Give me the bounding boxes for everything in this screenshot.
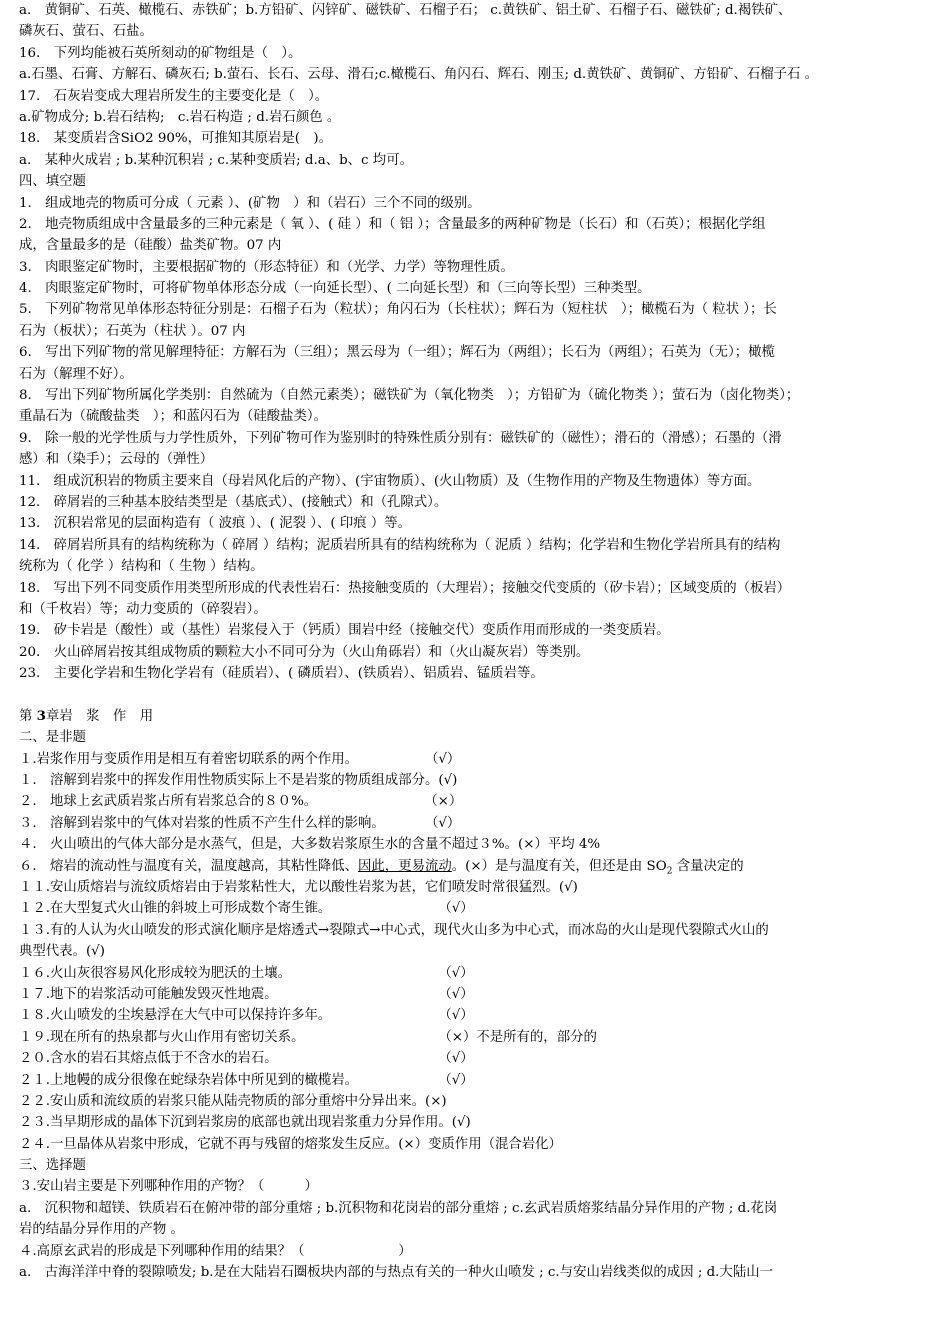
text-line: 12. 碎屑岩的三种基本胶结类型是（基底式）、(接触式）和（孔隙式）。 <box>19 494 448 510</box>
text-line: 13. 沉积岩常见的层面构造有（ 波痕 ）、( 泥裂 ）、( 印痕 ）等。 <box>19 516 412 532</box>
text-line: ２１.上地幔的成分很像在蛇绿杂岩体中所见到的橄榄岩。 （√） <box>19 1072 474 1088</box>
text-line: ２４.一旦晶体从岩浆中形成，它就不再与残留的熔浆发生反应。(×）变质作用（混合岩化） <box>19 1136 562 1152</box>
text-line: ２０.含水的岩石其熔点低于不含水的岩石。 （√） <box>19 1051 474 1067</box>
text-line: ３. 溶解到岩浆中的气体对岩浆的性质不产生什么样的影响。 （√） <box>19 815 461 831</box>
chapter-prefix: 第 <box>19 708 37 724</box>
text-line: ２. 地球上玄武质岩浆占所有岩浆总合的８０%。 （×） <box>19 794 463 810</box>
blank-line <box>19 685 935 706</box>
text-line: 8. 写出下列矿物所属化学类别：自然硫为（自然元素类）；磁铁矿为（氧化物类 ）；方铅矿为（硫化物类 ）；萤石为（卤化物类）； <box>19 388 800 404</box>
text-line: a. 某种火成岩 ; b.某种沉积岩 ; c.某种变质岩; d.a、b、c 均可。 <box>19 152 413 168</box>
text-line: １６.火山灰很容易风化形成较为肥沃的土壤。 （√） <box>19 965 474 981</box>
text-line: １. 溶解到岩浆中的挥发作用性物质实际上不是岩浆的物质组成部分。(√) <box>19 773 458 789</box>
text-line: 4. 肉眼鉴定矿物时，可将矿物单体形态分成（一向延长型）、( 二向延长型）和（三向等长型）三种类型。 <box>19 281 651 297</box>
text-line: １８.火山喷发的尘埃悬浮在大气中可以保持许多年。 （√） <box>19 1008 474 1024</box>
chapter-number: 3 <box>36 707 46 724</box>
text-line: 统称为（ 化学 ）结构和（ 生物 ）结构。 <box>19 559 264 575</box>
text-line: 四、填空题 <box>19 174 86 190</box>
text-line: a. 沉积物和超镁、铁质岩石在俯冲带的部分重熔 ; b.沉积物和花岗岩的部分重熔 ; c.玄武岩质熔浆结晶分异作用的产物 ; d.花岗 <box>19 1200 778 1216</box>
text-block-magmatism-questions <box>19 877 935 1283</box>
text-line: 3. 肉眼鉴定矿物时，主要根据矿物的（形态特征）和（光学、力学）等物理性质。 <box>19 259 514 275</box>
text-line-question-6 <box>19 856 935 877</box>
text-line: 磷灰石、萤石、石盐。 <box>19 24 153 40</box>
text-line: 18. 某变质岩含SiO2 90%，可推知其原岩是( )。 <box>19 131 332 147</box>
text-line: ４.高原玄武岩的形成是下列哪种作用的结果？（ ） <box>19 1243 412 1259</box>
text-block-mineral-questions <box>19 0 935 685</box>
text-line: ２２.安山质和流纹质的岩浆只能从陆壳物质的部分重熔中分异出来。(×) <box>19 1093 447 1109</box>
text-line: １９.现在所有的热泉都与火山作用有密切关系。 （×）不是所有的，部分的 <box>19 1029 597 1045</box>
text-line: a.矿物成分; b.岩石结构; c.岩石构造 ; d.岩石颜色 。 <box>19 109 341 125</box>
text-line: 19. 矽卡岩是（酸性）或（基性）岩浆侵入于（钙质）围岩中经（接触交代）变质作用而形成的一类变质岩。 <box>19 623 670 639</box>
text-line: 14. 碎屑岩所具有的结构统称为（ 碎屑 ）结构；泥质岩所具有的结构统称为（ 泥质 ）结构；化学岩和生物化学岩所具有的结构 <box>19 537 781 553</box>
text-line: 5. 下列矿物常见单体形态特征分别是：石榴子石为（粒状）；角闪石为（长柱状）；辉石为（短柱状 ）；橄榄石为（ 粒状 ）；长 <box>19 302 777 318</box>
text-line: ４. 火山喷出的气体大部分是水蒸气，但是，大多数岩浆原生水的含量不超过３%。(×）平均 4% <box>19 837 601 853</box>
text-line: １３.有的人认为火山喷发的形式演化顺序是熔透式→裂隙式→中心式，现代火山多为中心式，而冰岛的火山是现代裂隙式火山的 <box>19 922 769 938</box>
line-6-tail: 含量决定的 <box>672 858 744 874</box>
line-6-underlined: 因此，更易流动 <box>358 858 452 874</box>
line-6-after: 。(×）是与温度有关，但还是由 SO <box>451 858 667 874</box>
text-line: 石为（解理不好）。 <box>19 366 133 382</box>
text-line: 成，含量最多的是（硅酸）盐类矿物。07 内 <box>19 238 282 254</box>
text-line: a. 黄铜矿、石英、橄榄石、赤铁矿；b.方铅矿、闪锌矿、磁铁矿、石榴子石； c.黄铁矿、铝土矿、石榴子石、磁铁矿; d.褐铁矿、 <box>19 3 792 18</box>
text-line: 18. 写出下列不同变质作用类型所形成的代表性岩石：热接触变质的（大理岩）；接触交代变质的（矽卡岩）；区域变质的（板岩） <box>19 580 791 596</box>
text-line: １１.安山质熔岩与流纹质熔岩由于岩浆粘性大，尤以酸性岩浆为甚，它们喷发时常很猛烈。(√) <box>19 880 578 896</box>
text-line: 2. 地壳物质组成中含量最多的三种元素是（ 氧 ）、( 硅 ）和（ 铝 ）；含量最多的两种矿物是（长石）和（石英）；根据化学组 <box>19 216 766 232</box>
chapter-title: 章岩 浆 作 用 <box>45 708 154 724</box>
text-line: 三、选择题 <box>19 1158 86 1174</box>
text-line: a. 古海洋洋中脊的裂隙喷发; b.是在大陆岩石圈板块内部的与热点有关的一种火山喷发 ; c.与安山岩线类似的成因 ; d.大陆山一 <box>19 1265 773 1281</box>
text-line: １２.在大型复式火山锥的斜坡上可形成数个寄生锥。 （√） <box>19 901 474 917</box>
text-block-true-false <box>19 727 935 855</box>
text-line: 16. 下列均能被石英所刻动的矿物组是（ ）。 <box>19 45 302 61</box>
text-line: 23. 主要化学岩和生物化学岩有（硅质岩）、( 磷质岩）、(铁质岩）、铝质岩、锰质岩等。 <box>19 666 544 682</box>
text-line: 9. 除一般的光学性质与力学性质外，下列矿物可作为鉴别时的特殊性质分别有：磁铁矿的（磁性）；滑石的（滑感）；石墨的（滑 <box>19 430 782 446</box>
document-page <box>19 0 935 1283</box>
text-line: ３.安山岩主要是下列哪种作用的产物？（ ） <box>19 1179 318 1195</box>
text-line: 典型代表。(√) <box>19 944 105 960</box>
text-line: 感）和（染手）；云母的（弹性） <box>19 452 214 468</box>
text-line: 重晶石为（硫酸盐类 ）；和蓝闪石为（硅酸盐类）。 <box>19 409 327 425</box>
text-line: 20. 火山碎屑岩按其组成物质的颗粒大小不同可分为（火山角砾岩）和（火山凝灰岩）等类别。 <box>19 644 590 660</box>
chapter-heading <box>19 706 935 727</box>
line-6-subscript: 2 <box>666 866 673 877</box>
text-line: 岩的结晶分异作用的产物 。 <box>19 1222 184 1238</box>
text-line: 11. 组成沉积岩的物质主要来自（母岩风化后的产物）、(宇宙物质）、(火山物质）及（生物作用的产物及生物遗体）等方面。 <box>19 473 761 489</box>
text-line: 二、是非题 <box>19 730 86 746</box>
text-line: ２３.当早期形成的晶体下沉到岩浆房的底部也就出现岩浆重力分异作用。(√) <box>19 1115 471 1131</box>
text-line: 1. 组成地壳的物质可分成（ 元素 ）、(矿物 ）和（岩石）三个不同的级别。 <box>19 195 481 211</box>
text-line: 17. 石灰岩变成大理岩所发生的主要变化是（ ）。 <box>19 88 329 104</box>
text-line: 和（千枚岩）等；动力变质的（碎裂岩）。 <box>19 601 267 617</box>
text-line: １.岩浆作用与变质作用是相互有着密切联系的两个作用。 （√） <box>19 751 461 767</box>
text-line: １７.地下的岩浆活动可能触发毁灭性地震。 （√） <box>19 986 474 1002</box>
text-line: a.石墨、石膏、方解石、磷灰石; b.萤石、长石、云母、滑石;c.橄榄石、角闪石、辉石、刚玉; d.黄铁矿、黄铜矿、方铅矿、石榴子石 。 <box>19 67 819 83</box>
line-6-before: ６. 熔岩的流动性与温度有关，温度越高，其粘性降低、 <box>19 858 359 874</box>
text-line: 6. 写出下列矿物的常见解理特征：方解石为（三组）；黑云母为（一组）；辉石为（两组）；长石为（两组）；石英为（无）；橄榄 <box>19 345 775 361</box>
text-line: 石为（板状）；石英为（柱状 ）。07 内 <box>19 323 246 339</box>
